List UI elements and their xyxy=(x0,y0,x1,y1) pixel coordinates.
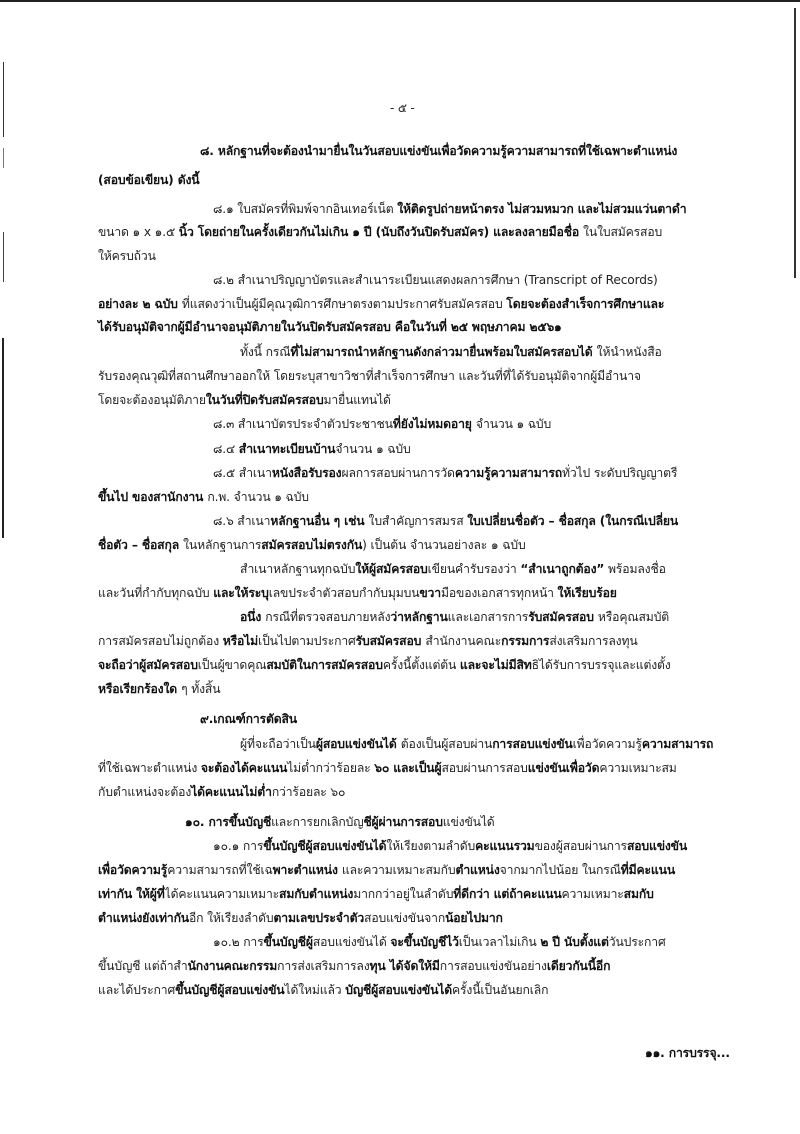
disqualification-note-cont: การสมัครสอบไม่ถูกต้อง หรือไม่เป็นไปตามประกาศรับสมัครสอบ สำนักงานคณะกรรมการส่งเสริมการลงทุน xyxy=(98,634,638,648)
certify-copies-cont: และวันที่กำกับทุกฉบับ และให้ระบุเลขประจำตัวสอบกำกับมุมบนขวามือของเอกสารทุกหน้า ให้เรียบร้อย xyxy=(98,586,617,600)
item-8-2: ๘.๒ สำเนาปริญญาบัตรและสำเนาระเบียนแสดงผลการศึกษา (Transcript of Records) xyxy=(213,273,658,287)
section-9-paragraph-cont: กับตำแหน่งจะต้องได้คะแนนไม่ต่ำกว่าร้อยละ ๖๐ xyxy=(98,785,346,799)
item-8-1-cont: ให้ครบถ้วน xyxy=(98,249,156,263)
item-8-2-note-cont: โดยจะต้องอนุมัติภายในวันที่ปิดรับสมัครสอบมายื่นแทนได้ xyxy=(98,393,391,407)
section-9-paragraph-cont: ที่ใช้เฉพาะตำแหน่ง จะต้องได้คะแนนไม่ต่ำกว่าร้อยละ ๖๐ และเป็นผู้สอบผ่านการสอบแข่งขันเพื่อวัดความเหมาะสม xyxy=(98,761,677,775)
next-page-marker: ๑๑. การบรรจุ... xyxy=(645,1046,730,1060)
item-10-1: ๑๐.๑ การขึ้นบัญชีผู้สอบแข่งขันได้ให้เรียงตามลำดับคะแนนรวมของผู้สอบผ่านการสอบแข่งขัน xyxy=(213,839,688,853)
item-8-6-cont: ชื่อตัว – ชื่อสกุล ในหลักฐานการสมัครสอบไม่ตรงกัน) เป็นต้น จำนวนอย่างละ ๑ ฉบับ xyxy=(98,538,526,552)
item-8-4: ๘.๔ สำเนาทะเบียนบ้านจำนวน ๑ ฉบับ xyxy=(213,442,411,456)
item-8-2-note: ทั้งนี้ กรณีที่ไม่สามารถนำหลักฐานดังกล่าวมายื่นพร้อมใบสมัครสอบได้ ให้นำหนังสือ xyxy=(240,345,662,359)
item-10-1-cont: เพื่อวัดความรู้ความสามารถที่ใช้เฉพาะตำแหน่ง และความเหมาะสมกับตำแหน่งจากมากไปน้อย ในกรณีที่มีคะแนน xyxy=(98,863,675,877)
item-10-2-cont: และได้ประกาศขึ้นบัญชีผู้สอบแข่งขันได้ใหม่แล้ว บัญชีผู้สอบแข่งขันได้ครั้งนี้เป็นอันยกเลิก xyxy=(98,983,549,997)
page-number: - ๕ - xyxy=(390,101,415,115)
item-8-2-cont: ได้รับอนุมัติจากผู้มีอำนาจอนุมัติภายในวันปิดรับสมัครสอบ คือในวันที่ ๒๕ พฤษภาคม ๒๕๖๑ xyxy=(98,320,562,334)
section-9-paragraph: ผู้ที่จะถือว่าเป็นผู้สอบแข่งขันได้ ต้องเป็นผู้สอบผ่านการสอบแข่งขันเพื่อวัดความรู้ความสามารถ xyxy=(240,737,714,751)
item-10-2-cont: ขึ้นบัญชี แต่ถ้าสำนักงานคณะกรรมการส่งเสริมการลงทุน ได้จัดให้มีการสอบแข่งขันอย่างเดียวกันนี้อีก xyxy=(98,959,611,973)
section-8-heading: ๘. หลักฐานที่จะต้องนำมายื่นในวันสอบแข่งขันเพื่อวัดความรู้ความสามารถที่ใช้เฉพาะตำแหน่ง xyxy=(200,144,678,158)
item-8-1: ๘.๑ ใบสมัครที่พิมพ์จากอินเทอร์เน็ต ให้ติดรูปถ่ายหน้าตรง ไม่สวมหมวก และไม่สวมแว่นตาดำ xyxy=(213,202,687,216)
item-8-6: ๘.๖ สำเนาหลักฐานอื่น ๆ เช่น ใบสำคัญการสมรส ใบเปลี่ยนชื่อตัว – ชื่อสกุล (ในกรณีเปลี่ยน xyxy=(213,514,679,528)
item-10-1-cont: ตำแหน่งยังเท่ากันอีก ให้เรียงลำดับตามเลขประจำตัวสอบแข่งขันจากน้อยไปมาก xyxy=(98,911,503,925)
disqualification-note-cont: หรือเรียกร้องใด ๆ ทั้งสิ้น xyxy=(98,682,221,696)
item-8-2-cont: อย่างละ ๒ ฉบับ ที่แสดงว่าเป็นผู้มีคุณวุฒิการศึกษาตรงตามประกาศรับสมัครสอบ โดยจะต้องสำเร็จการศึกษาและ xyxy=(98,297,665,311)
certify-copies-paragraph: สำเนาหลักฐานทุกฉบับให้ผู้สมัครสอบเขียนคำรับรองว่า “สำเนาถูกต้อง” พร้อมลงชื่อ xyxy=(240,562,666,576)
item-8-2-note-cont: รับรองคุณวุฒิที่สถานศึกษาออกให้ โดยระบุสาขาวิชาที่สำเร็จการศึกษา และวันที่ที่ได้รับอนุมัติจากผู้มีอำนาจ xyxy=(98,369,641,383)
item-10-2: ๑๐.๒ การขึ้นบัญชีผู้สอบแข่งขันได้ จะขึ้นบัญชีไว้เป็นเวลาไม่เกิน ๒ ปี นับตั้งแต่วันประกาศ xyxy=(213,935,666,949)
section-8-heading-cont: (สอบข้อเขียน) ดังนี้ xyxy=(98,173,200,187)
item-8-5: ๘.๕ สำเนาหนังสือรับรองผลการสอบผ่านการวัดความรู้ความสามารถทั่วไป ระดับปริญญาตรี xyxy=(213,466,678,480)
disqualification-note-cont: จะถือว่าผู้สมัครสอบเป็นผู้ขาดคุณสมบัติในการสมัครสอบครั้งนี้ตั้งแต่ต้น และจะไม่มีสิทธิได้รับการบรรจุและแต่งตั้ง xyxy=(98,658,671,672)
item-8-1-cont: ขนาด ๑ x ๑.๕ นิ้ว โดยถ่ายในครั้งเดียวกันไม่เกิน ๑ ปี (นับถึงวันปิดรับสมัคร) และลงลายมือชื่อ ในใบสมัครสอบ xyxy=(98,225,663,239)
section-9-heading: ๙.เกณฑ์การตัดสิน xyxy=(200,712,297,726)
item-10-1-cont: เท่ากัน ให้ผู้ที่ได้คะแนนความเหมาะสมกับตำแหน่งมากกว่าอยู่ในลำดับที่ดีกว่า แต่ถ้าคะแนนความเหมาะสมกับ xyxy=(98,887,654,901)
item-8-3: ๘.๓ สำเนาบัตรประจำตัวประชาชนที่ยังไม่หมดอายุ จำนวน ๑ ฉบับ xyxy=(213,417,552,431)
item-8-5-cont: ขึ้นไป ของสานักงาน ก.พ. จำนวน ๑ ฉบับ xyxy=(98,490,309,504)
section-10-heading: ๑๐. การขึ้นบัญชีและการยกเลิกบัญชีผู้ผ่านการสอบแข่งขันได้ xyxy=(185,815,495,829)
disqualification-note: อนึ่ง กรณีที่ตรวจสอบภายหลังว่าหลักฐานและเอกสารการรับสมัครสอบ หรือคุณสมบัติ xyxy=(240,610,670,624)
